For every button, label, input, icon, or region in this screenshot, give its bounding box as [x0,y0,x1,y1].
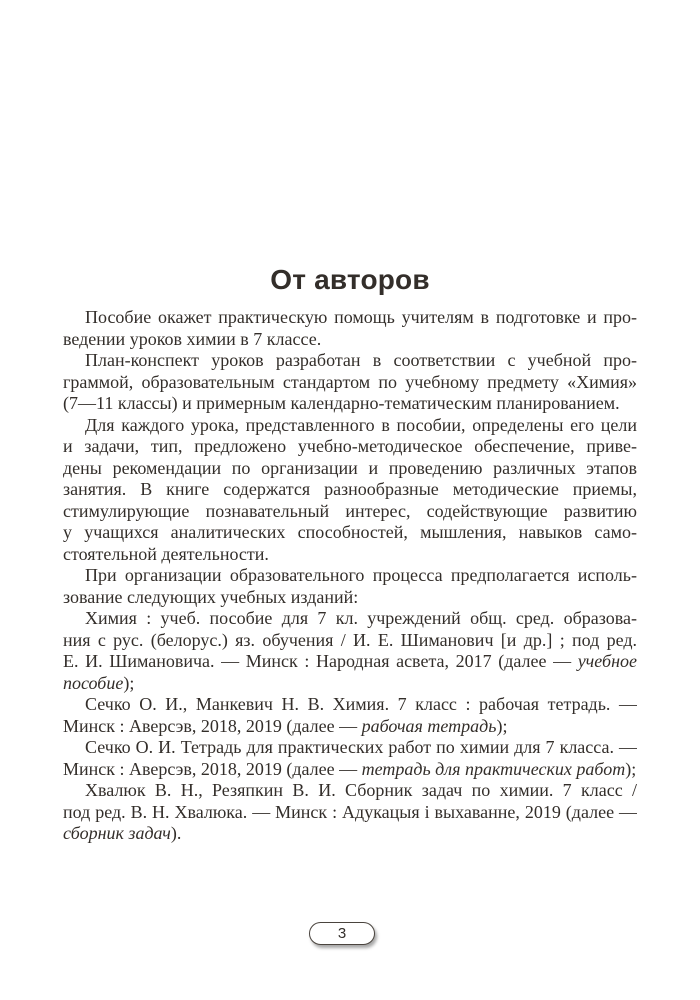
italic-text: пособие [63,672,124,693]
text-segment: ). [170,823,182,843]
text-line [63,393,637,415]
text-segment: стоятельной деятельности. [63,543,269,564]
text-line [63,479,637,501]
text-segment: граммой, образовательным стандартом по учебному предмету «Химия» [63,371,637,392]
text-line [63,630,637,652]
text-line [63,415,637,437]
text-segment: Химия : учеб. пособие для 7 кл. учреждений общ. сред. образова- [85,608,637,628]
italic-text: тетрадь для практических работ [361,758,626,779]
text-segment: у учащихся аналитических способностей, мышления, навыков само- [63,522,637,542]
text-line [63,608,637,630]
page-title: От авторов [270,264,430,295]
italic-text: учебное [577,651,637,671]
text-line [63,587,637,609]
text-segment: (7—11 классы) и примерным календарно-тематическим планированием. [63,393,620,413]
italic-text: сборник задач [63,823,171,843]
text-segment: занятия. В книге содержатся разнообразные методические приемы, [63,479,637,499]
paragraph [63,565,637,608]
text-segment: Для каждого урока, представленного в пособии, определены его цели [85,414,637,435]
text-segment: ); [123,672,135,693]
text-line [63,522,637,544]
text-line [63,759,637,781]
text-line [63,716,637,738]
text-segment: стимулирующие познавательный интерес, содействующие развитию [63,500,637,521]
paragraph [63,350,637,415]
text-segment: План-конспект уроков разработан в соответствии с учебной про- [85,350,637,370]
text-line [63,802,637,824]
text-line [63,694,637,716]
text-line [63,673,637,695]
text-segment: ведении уроков химии в 7 классе. [63,328,322,349]
paragraph [63,608,637,694]
text-segment: Е. И. Шимановича. — Минск : Народная асвета, 2017 (далее — [63,651,578,671]
paragraph [63,415,637,566]
paragraph [63,780,637,845]
text-line [63,651,637,673]
text-segment: Минск : Аверсэв, 2018, 2019 (далее — [63,715,362,736]
text-segment: ); [625,758,637,779]
text-line [63,823,637,845]
paragraph [63,737,637,780]
body-text [63,307,637,845]
text-line [63,565,637,587]
text-segment: Сечко О. И. Тетрадь для практических работ по химии для 7 класса. — [85,737,637,757]
page-number-badge [309,922,375,945]
text-segment: дены рекомендации по организации и проведению различных этапов [63,457,637,478]
text-line [63,307,637,329]
text-line [63,737,637,759]
text-line [63,458,637,480]
text-line [63,372,637,394]
text-segment: Минск : Аверсэв, 2018, 2019 (далее — [63,758,362,779]
text-line [63,544,637,566]
text-line [63,329,637,351]
text-line [63,350,637,372]
paragraph [63,694,637,737]
text-segment: зование следующих учебных изданий: [63,586,359,607]
paragraph [63,307,637,350]
text-line [63,501,637,523]
text-segment: ния с рус. (белорус.) яз. обучения / И. Е. Шиманович [и др.] ; под ред. [63,629,637,650]
text-segment: Пособие окажет практическую помощь учителям в подготовке и про- [85,307,637,327]
italic-text: рабочая тетрадь [361,715,497,736]
text-segment: под ред. В. Н. Хвалюка. — Минск : Адукацыя і выхаванне, 2019 (далее — [63,801,637,822]
text-segment: и задачи, тип, предложено учебно-методическое обеспечение, приве- [63,436,637,456]
page-number: 3 [337,925,347,942]
text-segment: Хвалюк В. Н., Резяпкин В. И. Сборник задач по химии. 7 класс / [85,780,637,800]
text-segment: ); [496,715,508,736]
text-line [63,436,637,458]
text-segment: Сечко О. И., Манкевич Н. В. Химия. 7 класс : рабочая тетрадь. — [85,694,637,714]
text-segment: При организации образовательного процесса предполагается исполь- [85,565,637,585]
text-line [63,780,637,802]
